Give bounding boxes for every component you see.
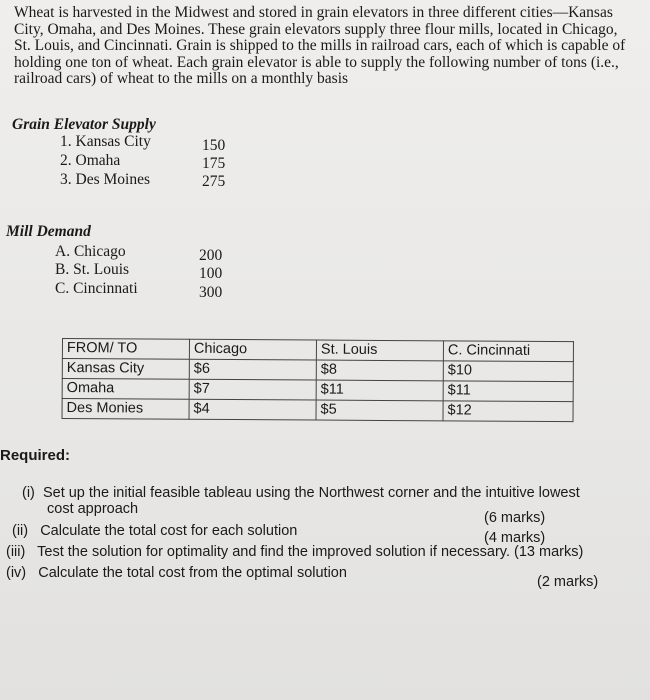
question-number: (iv): [6, 565, 27, 581]
question-ii: [12, 523, 297, 539]
table-cell: Omaha: [62, 379, 189, 400]
table-cell: $4: [189, 399, 316, 420]
demand-title: Mill Demand: [6, 223, 91, 240]
cost-table: [62, 338, 574, 422]
table-cell: $12: [443, 401, 573, 422]
question-text: Test the solution for optimality and find the improved solution if necessary. (13 marks): [37, 544, 584, 560]
supply-title: Grain Elevator Supply: [12, 116, 156, 133]
table-header-cell: C. Cincinnati: [443, 341, 573, 362]
question-iv-marks: (2 marks): [537, 574, 599, 590]
table-cell: $8: [316, 360, 443, 381]
demand-label-st-louis: B. St. Louis: [55, 261, 130, 278]
table-cell: $11: [443, 381, 573, 402]
table-cell: $6: [189, 359, 316, 380]
question-i-marks: (6 marks): [484, 510, 546, 526]
supply-value-des-moines: 275: [202, 173, 226, 190]
table-header-cell: Chicago: [189, 339, 316, 360]
demand-value-st-louis: 100: [199, 265, 223, 282]
table-header-cell: St. Louis: [316, 340, 443, 361]
supply-value-kansas-city: 150: [202, 137, 226, 154]
table-cell: $10: [443, 361, 573, 382]
demand-value-cincinnati: 300: [199, 284, 223, 301]
question-ii-marks: (4 marks): [484, 530, 546, 546]
table-row: [62, 359, 573, 382]
supply-value-omaha: 175: [202, 155, 226, 172]
supply-label-des-moines: 3. Des Moines: [60, 171, 150, 188]
table-cell: $7: [189, 379, 316, 400]
table-row: [62, 399, 573, 422]
supply-label-kansas-city: 1. Kansas City: [60, 133, 151, 150]
question-text: Calculate the total cost for each solution: [40, 523, 298, 539]
table-cell: Des Monies: [62, 399, 189, 420]
demand-value-chicago: 200: [199, 247, 223, 264]
question-i-continued: cost approach: [47, 501, 139, 517]
supply-label-omaha: 2. Omaha: [60, 152, 121, 169]
question-number: (iii): [6, 544, 26, 560]
required-title: Required:: [0, 447, 71, 464]
intro-paragraph: Wheat is harvested in the Midwest and stored in grain elevators in three different cities—Kansas City, Omaha, and Des Moines. These grain elevators supply three flour mills, located in Chicago, St. Louis, and Cincinnati. Grain is shipped to the mills in railroad cars, each of which is capable of holding one ton of wheat. Each grain elevator is able to supply the following number of tons (i.e., railroad cars) of wheat to the mills on a monthly basis: [14, 4, 626, 87]
question-i: [22, 485, 580, 501]
question-number: (ii): [12, 523, 29, 539]
table-header-cell: FROM/ TO: [62, 339, 189, 360]
demand-label-cincinnati: C. Cincinnati: [55, 280, 138, 297]
question-iii: [6, 544, 583, 560]
question-text: Set up the initial feasible tableau using the Northwest corner and the intuitive lowest: [42, 485, 580, 501]
question-text: Calculate the total cost from the optimal solution: [38, 565, 347, 581]
question-number: (i): [22, 485, 35, 501]
table-cell: $5: [316, 400, 443, 421]
demand-label-chicago: A. Chicago: [55, 243, 126, 260]
table-cell: Kansas City: [62, 359, 189, 380]
question-iv: [6, 565, 347, 581]
table-cell: $11: [316, 380, 443, 401]
